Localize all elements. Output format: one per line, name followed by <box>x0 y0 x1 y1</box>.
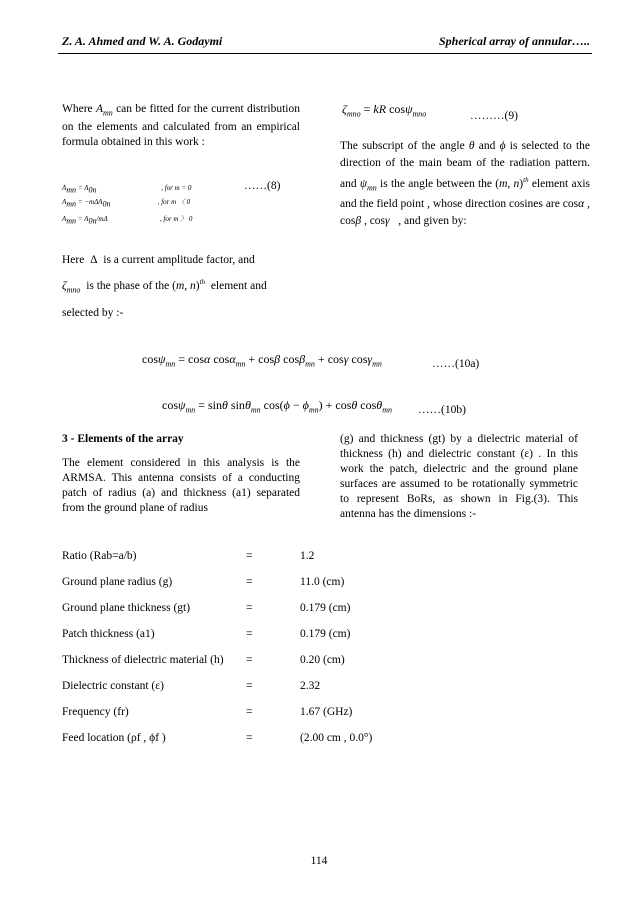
param-label: Dielectric constant (ε) <box>62 680 164 692</box>
param-eq: = <box>246 602 253 614</box>
param-value: 0.179 (cm) <box>300 602 351 614</box>
zeta-text: is the phase of the <box>86 279 170 292</box>
zeta-paragraph: $\zeta_{mno}$ is the phase of the (m, n)$^{th}$ element and <box>62 278 267 295</box>
param-label: Thickness of dielectric material (h) <box>62 654 224 666</box>
param-label: Feed location (ρf , ϕf ) <box>62 732 166 744</box>
running-header-authors: Z. A. Ahmed and W. A. Godaymi <box>62 34 223 48</box>
running-header-title: Spherical array of annular….. <box>438 34 590 48</box>
param-row-ground-thickness <box>62 602 602 618</box>
param-label: Ground plane thickness (gt) <box>62 602 191 614</box>
param-row-feed-location <box>62 732 602 748</box>
subscript-text-6: , and given by: <box>398 215 467 228</box>
subscript-text-5: element axis and the field point , whose direction cosines are <box>340 177 590 211</box>
param-row-ratio <box>62 550 602 566</box>
param-value: (2.00 cm , 0.0°) <box>300 732 373 744</box>
param-eq: = <box>246 680 253 692</box>
param-eq: = <box>246 732 253 744</box>
equation-9-tag: ………(9) <box>470 110 518 122</box>
param-value: 1.2 <box>300 550 315 562</box>
param-row-dielectric-thickness <box>62 654 602 670</box>
equation-10a-tag: ……(10a) <box>432 358 480 370</box>
param-label: Ground plane radius (g) <box>62 576 173 588</box>
section-3-left-paragraph: The element considered in this analysis is the ARMSA. This antenna consists of a conducting patch of radius (a) and thickness (a1) separated from the ground plane of radius <box>62 457 300 514</box>
where-text: can be fitted for the current distribution on the elements and calculated from an empirical formula obtained in this work : <box>62 103 301 149</box>
page-number: 114 <box>310 855 328 867</box>
equation-8-tag: ……(8) <box>244 180 281 192</box>
param-value: 0.20 (cm) <box>300 654 345 666</box>
subscript-text-4: is the angle between the <box>380 177 493 190</box>
selected-by: selected by :- <box>62 307 124 319</box>
equation-10b: cosψ$_{mn}$ = sinθ sinθ$_{mn}$ $\cos(\phi - \phi_{mn}) + \cos\theta$ cosθ$_{mn}$ <box>162 398 392 415</box>
section-3-title: 3 - Elements of the array <box>62 433 184 445</box>
param-value: 1.67 (GHz) <box>300 706 353 718</box>
delta-paragraph: Here Δ is a current amplitude factor, and <box>62 254 255 266</box>
param-eq: = <box>246 628 253 640</box>
equation-8: $A_{mn} = A_{0n}$ , for m = 0 $A_{mn} = -m\Delta A_{0n}$ , for m 〈 0 $A_{mn} = A_{0n}/m\Delta$ , for m 〉 0 <box>62 184 193 226</box>
param-row-frequency <box>62 706 602 722</box>
param-eq: = <box>246 706 253 718</box>
param-eq: = <box>246 550 253 562</box>
param-row-patch-thickness <box>62 628 602 644</box>
element-and-text: element and <box>210 279 267 292</box>
param-eq: = <box>246 654 253 666</box>
param-value: 0.179 (cm) <box>300 628 351 640</box>
param-row-dielectric-constant <box>62 680 602 696</box>
param-label: Patch thickness (a1) <box>62 628 155 640</box>
param-value: 11.0 (cm) <box>300 576 345 588</box>
subscript-text-3: is selected to the direction of the main beam of the radiation pattern. and <box>340 140 591 190</box>
where-paragraph: Where $A_{mn}$ can be fitted for the current distribution on the elements and calculated from an empirical formula obtained in this work : <box>62 103 301 149</box>
header-rule <box>58 53 592 54</box>
subscript-text-1: The subscript of the angle <box>340 140 465 152</box>
subscript-paragraph: The subscript of the angle θ and ϕ is selected to the direction of the main beam of the radiation pattern. and $\psi_{mn}$ is the angle between the (m, n)$^{th}$ element axis and the field point , whose direction cosines are cosα , cosβ , cosγ , and given by: <box>340 140 591 228</box>
section-3-right-paragraph: (g) and thickness (gt) by a dielectric material of thickness (h) and dielectric constant (ε) . In this work the patch, dielectric and the ground plane surfaces are assumed to be rotationally symmetric to represent BoRs, as shown in Fig.(3). This antenna has the dimensions :- <box>340 433 578 520</box>
equation-10b-tag: ……(10b) <box>418 404 466 416</box>
delta-text: is a current amplitude factor, and <box>103 254 255 266</box>
param-label: Frequency (fr) <box>62 706 129 718</box>
param-row-ground-radius <box>62 576 602 592</box>
param-value: 2.32 <box>300 680 321 692</box>
equation-10a: cosψ$_{mn}$ = cosα cosα$_{mn}$ + cosβ cosβ$_{mn}$ + cosγ cosγ$_{mn}$ <box>142 352 382 369</box>
param-label: Ratio (Rab=a/b) <box>62 550 137 562</box>
param-eq: = <box>246 576 253 588</box>
equation-9: $\zeta_{mno}$ = kR cosψ$_{mno}$ <box>342 102 427 119</box>
subscript-text-2: and <box>478 140 496 152</box>
